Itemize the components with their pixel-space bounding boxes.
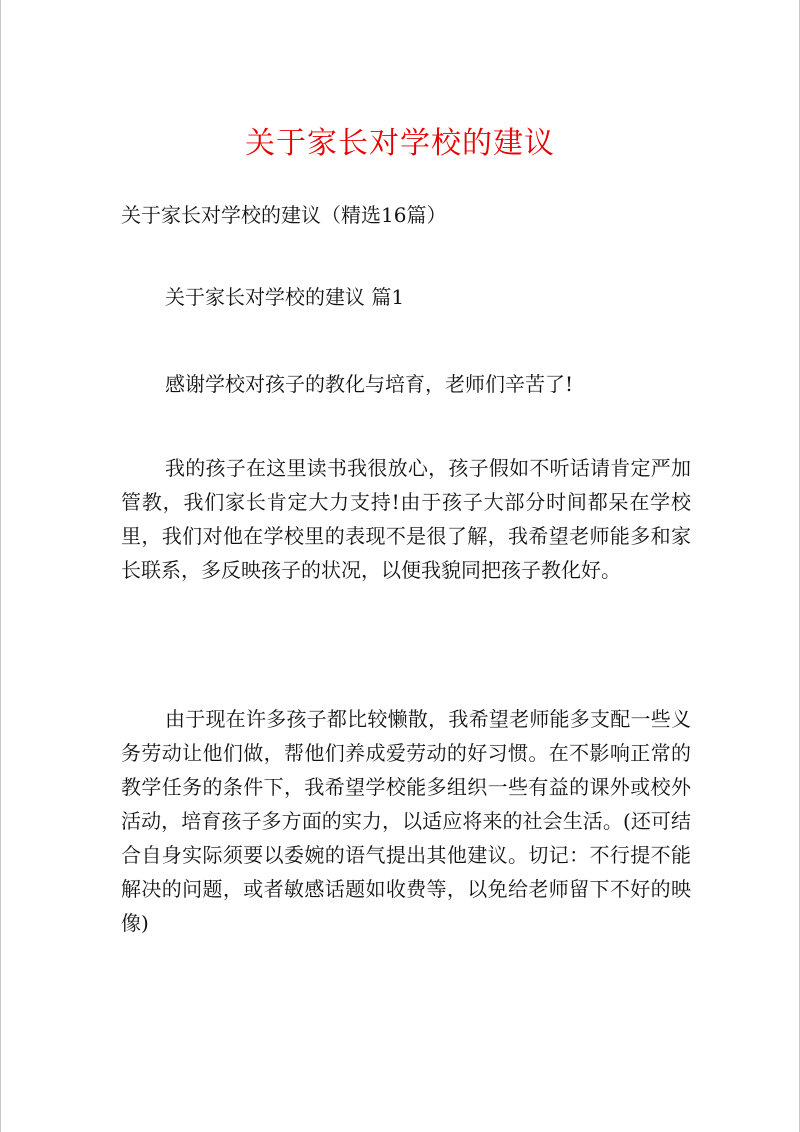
- document-subtitle: 关于家长对学校的建议（精选16篇）: [121, 203, 447, 227]
- document-title: 关于家长对学校的建议: [245, 126, 555, 161]
- section-heading: 关于家长对学校的建议 篇1: [165, 285, 405, 309]
- paragraph-activities: 由于现在许多孩子都比较懒散，我希望老师能多支配一些义务劳动让他们做，帮他们养成爱劳动的好习惯。在不影响正常的教学任务的条件下，我希望学校能多组织一些有益的课外或校外活动，培育孩子多方面的实力，以适应将来的社会生活。(还可结合自身实际须要以委婉的语气提出其他建议。切记：不行提不能解决的问题，或者敏感话题如收费等，以免给老师留下不好的映像): [121, 707, 691, 935]
- page-left-border: [0, 0, 1, 1132]
- paragraph-thanks: 感谢学校对孩子的教化与培育，老师们辛苦了!: [165, 372, 574, 396]
- paragraph-communication: 我的孩子在这里读书我很放心，孩子假如不听话请肯定严加管教，我们家长肯定大力支持!由于孩子大部分时间都呆在学校里，我们对他在学校里的表现不是很了解，我希望老师能多和家长联系，多反映孩子的状况，以便我貌同把孩子教化好。: [121, 456, 691, 582]
